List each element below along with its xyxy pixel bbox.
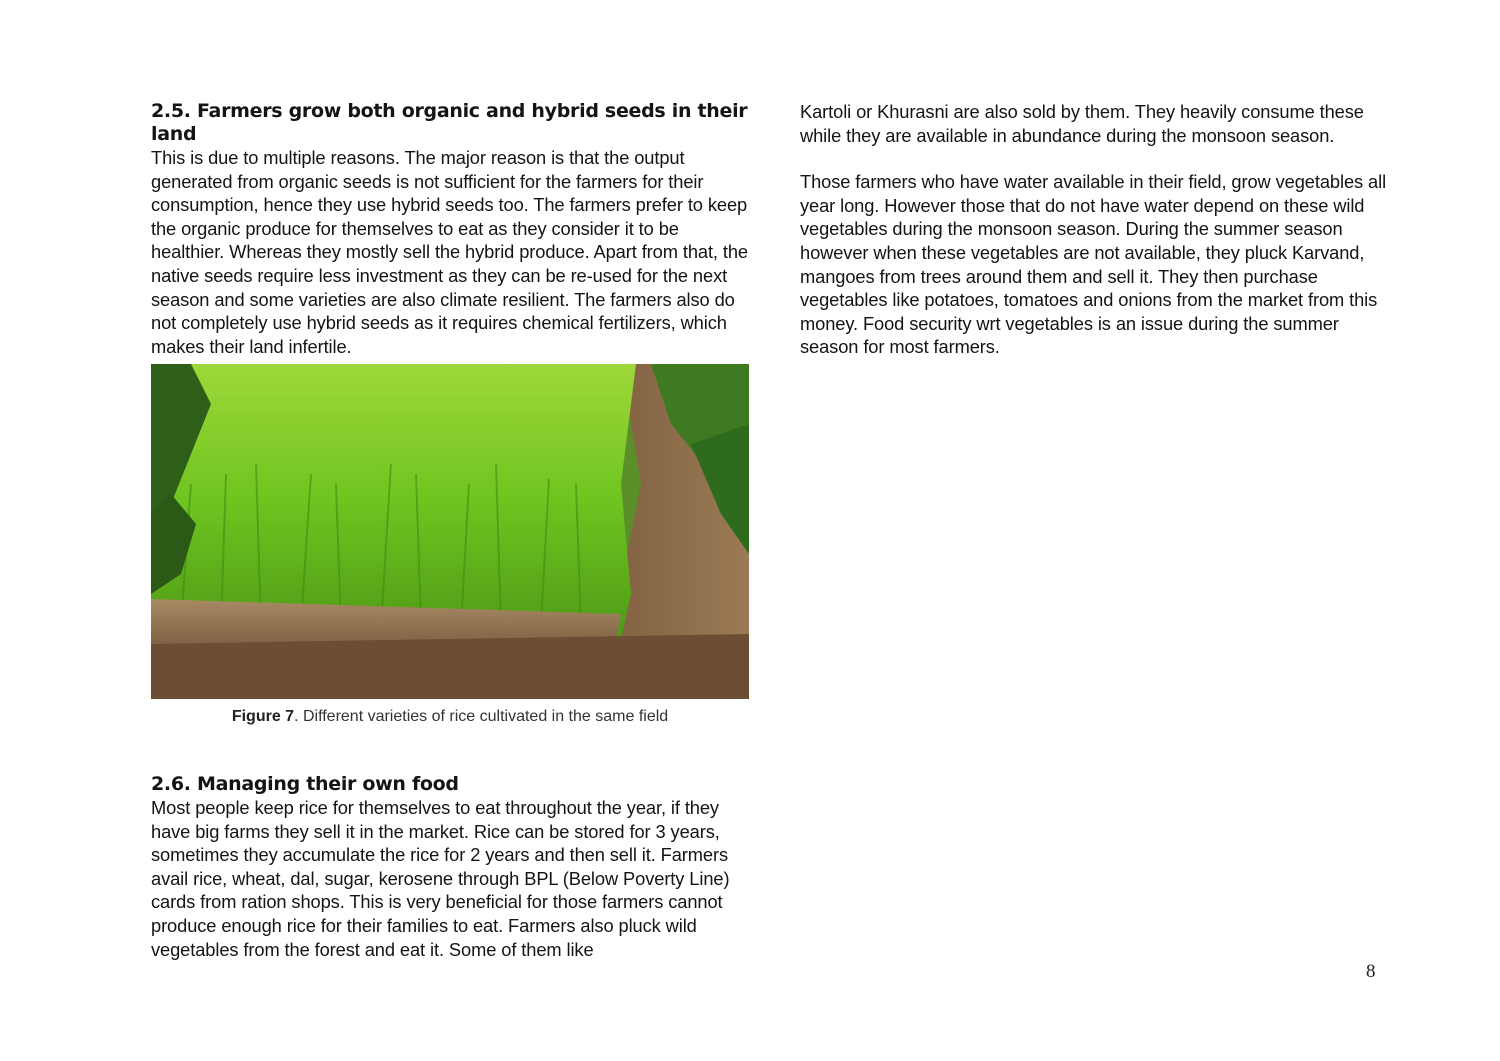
page-number: 8 [1366,961,1376,982]
right-column [800,100,1400,359]
figure-caption [151,707,749,727]
figure-caption-text: . Different varieties of rice cultivated in the same field [294,708,669,725]
figure-label: Figure 7 [231,708,295,725]
section-2-5-heading: 2.5. Farmers grow both organic and hybrid seeds in their land [151,100,748,145]
section-2-6-body: Most people keep rice for themselves to eat throughout the year, if they have big farms they sell it in the market. Rice can be stored for 3 years, sometimes they accumulate the rice for 2 years and then sell it. Farmers avail rice, wheat, dal, sugar, kerosene through BPL (Below Poverty Line) cards from ration shops. This is very beneficial for those farmers cannot produce enough rice for their families to eat. Farmers also pluck wild vegetables from the forest and eat it. Some of them like [151,797,730,960]
right-column-paragraph-2: Those farmers who have water available in their field, grow vegetables all year long. However those that do not have water depend on these wild vegetables during the monsoon season. During the summer season however when these vegetables are not available, they pluck Karvand, mangoes from trees around them and sell it. They then purchase vegetables like potatoes, tomatoes and onions from the market from this money. Food security wrt vegetables is an issue during the summer season for most farmers. [800,171,1387,358]
paragraph-gap [800,147,1400,170]
section-2-5 [151,100,751,358]
section-2-6-heading: 2.6. Managing their own food [151,773,459,795]
rice-field-photo [151,364,749,699]
section-2-6 [151,773,751,961]
right-column-paragraph-1: Kartoli or Khurasni are also sold by them. They heavily consume these while they are available in abundance during the monsoon season. [800,101,1364,146]
section-2-5-body: This is due to multiple reasons. The major reason is that the output generated from organic seeds is not sufficient for the farmers for their consumption, hence they use hybrid seeds too. The farmers prefer to keep the organic produce for themselves to eat as they consider it to be healthier. Whereas they mostly sell the hybrid produce. Apart from that, the native seeds require less investment as they can be re-used for the next season and some varieties are also climate resilient. The farmers also do not completely use hybrid seeds as it requires chemical fertilizers, which makes their land infertile. [151,147,749,357]
